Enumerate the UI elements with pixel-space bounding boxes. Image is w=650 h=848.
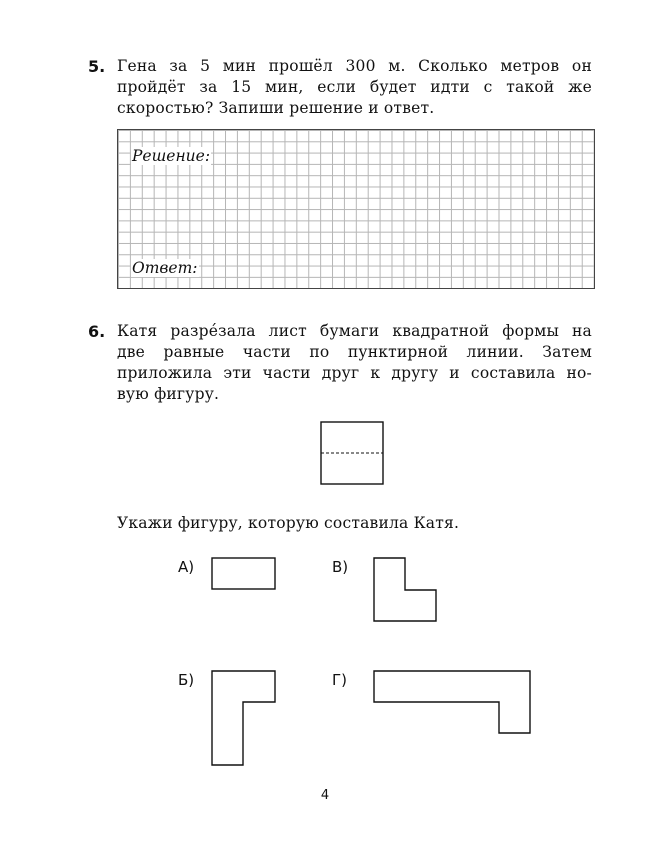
task-6-line: приложила эти части друг к другу и составила но- xyxy=(117,364,592,382)
task-6-line: Катя разрéзала лист бумаги квадратной формы на xyxy=(117,322,592,340)
page-number: 4 xyxy=(320,788,330,803)
task-6-question-text: Укажи фигуру, которую составила Катя. xyxy=(117,514,460,532)
task-6-line: две равные части по пунктирной линии. Затем xyxy=(117,343,592,361)
figure-b xyxy=(212,671,275,765)
option-g-label[interactable]: Г) xyxy=(332,671,347,689)
task-5-number: 5. xyxy=(88,57,106,76)
task-5-line: пройдёт за 15 мин, если будет идти с такой же xyxy=(117,78,592,96)
option-v-label[interactable]: В) xyxy=(332,558,349,576)
solution-label: Решение: xyxy=(132,147,211,165)
task-6-line: вую фигуру. xyxy=(117,385,220,403)
option-a-label[interactable]: А) xyxy=(178,558,195,576)
answer-label: Ответ: xyxy=(132,259,198,277)
figure-v xyxy=(374,558,436,621)
task-5-line: Гена за 5 мин прошёл 300 м. Сколько метров он xyxy=(117,57,592,75)
task-6-number: 6. xyxy=(88,322,106,341)
figure-a xyxy=(212,558,275,589)
figure-g xyxy=(374,671,530,733)
option-b-label[interactable]: Б) xyxy=(178,671,195,689)
task-5-line: скоростью? Запиши решение и ответ. xyxy=(117,99,435,117)
